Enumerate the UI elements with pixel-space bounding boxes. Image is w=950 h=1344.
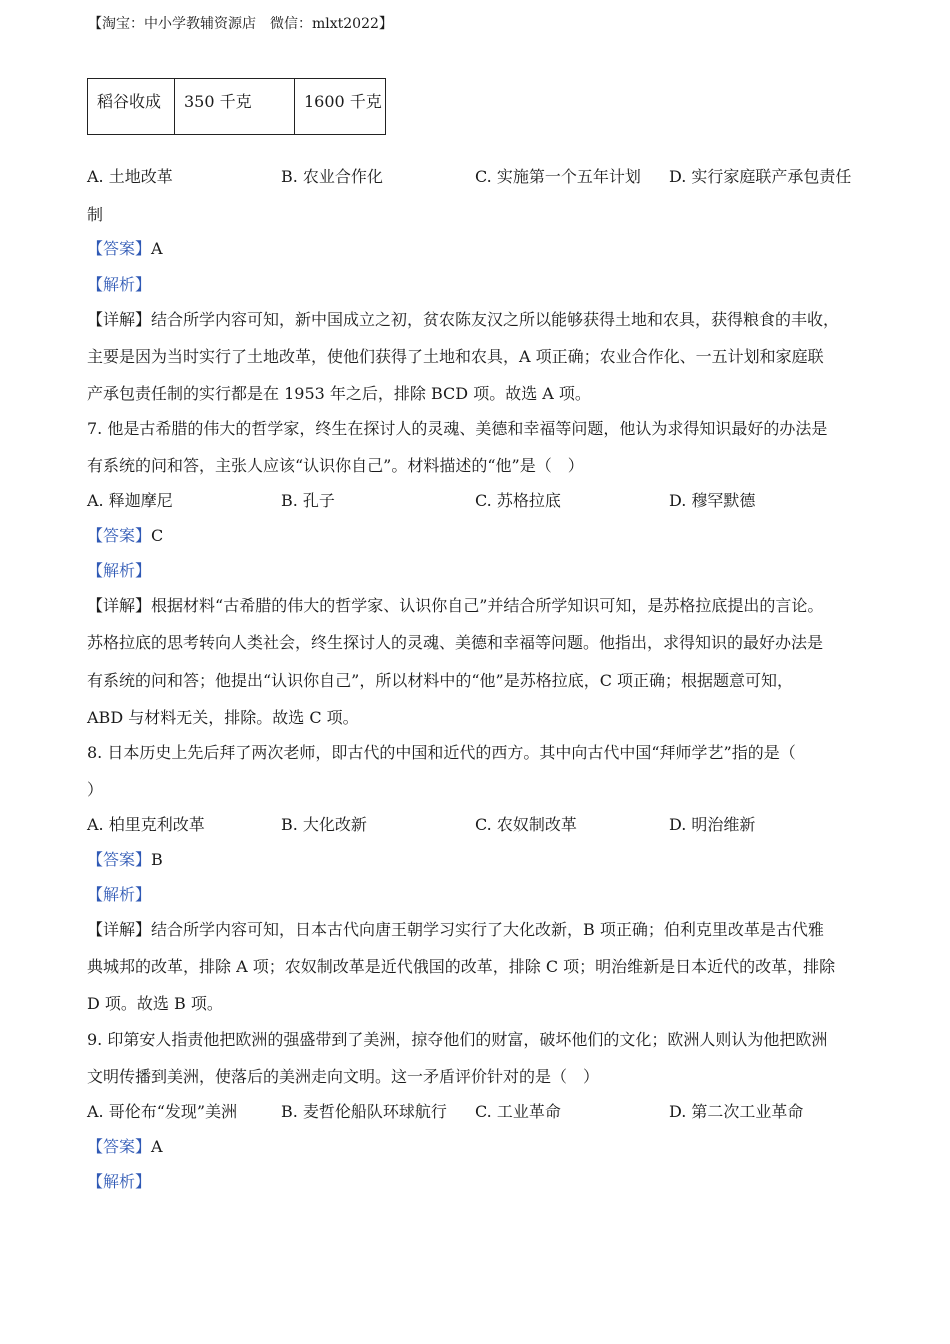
q9-stem: 文明传播到美洲，使落后的美洲走向文明。这一矛盾评价针对的是（ ） <box>87 1067 600 1086</box>
q7-explain-line: 苏格拉底的思考转向人类社会，终生探讨人的灵魂、美德和幸福等问题。他指出，求得知识的最好办法是 <box>87 633 824 652</box>
q9-answer <box>87 1134 163 1157</box>
q7-option-b: B. 孔子 <box>281 491 335 510</box>
q7-analysis-label: 【解析】 <box>87 561 152 580</box>
q9-analysis-label: 【解析】 <box>87 1172 152 1191</box>
answer-value: B <box>151 850 163 869</box>
q7-stem: 7. 他是古希腊的伟大的哲学家，终生在探讨人的灵魂、美德和幸福等问题，他认为求得知识最好的办法是 <box>87 419 828 438</box>
q6-explain-line <box>87 307 839 330</box>
q8-explain-line <box>87 917 824 940</box>
answer-value: A <box>151 1137 163 1156</box>
q8-stem: ） <box>87 780 104 799</box>
q7-option-d: D. 穆罕默德 <box>669 491 756 510</box>
q6-option-d: D. 实行家庭联产承包责任 <box>669 167 852 186</box>
harvest-table <box>87 78 386 135</box>
q6-explain-line: 产承包责任制的实行都是在 1953 年之后，排除 BCD 项。故选 A 项。 <box>87 384 591 403</box>
q7-option-c: C. 苏格拉底 <box>475 491 561 510</box>
q9-option-b: B. 麦哲伦船队环球航行 <box>281 1102 447 1121</box>
q7-explain-line: ABD 与材料无关，排除。故选 C 项。 <box>87 708 359 727</box>
answer-value: A <box>151 239 163 258</box>
q6-option-a: A. 土地改革 <box>87 167 173 186</box>
q7-answer <box>87 523 163 546</box>
q8-explain-line: D 项。故选 B 项。 <box>87 994 223 1013</box>
page-header: 【淘宝：中小学教辅资源店 微信：mlxt2022】 <box>88 16 393 32</box>
q9-option-a: A. 哥伦布“发现”美洲 <box>87 1102 238 1121</box>
answer-label: 【答案】 <box>87 1137 152 1156</box>
q8-explain-line: 典城邦的改革，排除 A 项；农奴制改革是近代俄国的改革，排除 C 项；明治维新是日本近代的改革，排除 <box>87 957 836 976</box>
q7-explain-line <box>87 593 823 616</box>
explain-text: 根据材料“古希腊的伟大的哲学家、认识你自己”并结合所学知识可知，是苏格拉底提出的言论。 <box>151 596 824 615</box>
detail-label: 【详解】 <box>87 310 152 329</box>
q8-answer <box>87 847 163 870</box>
table-cell: 350 千克 <box>175 79 295 135</box>
table-cell: 1600 千克 <box>295 79 386 135</box>
q9-option-d: D. 第二次工业革命 <box>669 1102 804 1121</box>
answer-value: C <box>151 526 164 545</box>
table-cell: 稻谷收成 <box>88 79 175 135</box>
q6-option-c: C. 实施第一个五年计划 <box>475 167 641 186</box>
q6-explain-line: 主要是因为当时实行了土地改革，使他们获得了土地和农具，A 项正确；农业合作化、一五计划和家庭联 <box>87 347 824 366</box>
explain-text: 结合所学内容可知，日本古代向唐王朝学习实行了大化改新，B 项正确；伯利克里改革是古代雅 <box>151 920 824 939</box>
q6-answer <box>87 236 163 259</box>
q7-option-a: A. 释迦摩尼 <box>87 491 173 510</box>
q8-option-c: C. 农奴制改革 <box>475 815 577 834</box>
explain-text: 结合所学内容可知，新中国成立之初，贫农陈友汉之所以能够获得土地和农具，获得粮食的丰收， <box>151 310 840 329</box>
table-row <box>88 79 386 135</box>
q8-analysis-label: 【解析】 <box>87 885 152 904</box>
q8-option-b: B. 大化改新 <box>281 815 367 834</box>
detail-label: 【详解】 <box>87 920 152 939</box>
q8-option-a: A. 柏里克利改革 <box>87 815 205 834</box>
q7-stem: 有系统的问和答，主张人应该“认识你自己”。材料描述的“他”是（ ） <box>87 456 584 475</box>
q6-analysis-label: 【解析】 <box>87 275 152 294</box>
q6-option-b: B. 农业合作化 <box>281 167 383 186</box>
detail-label: 【详解】 <box>87 596 152 615</box>
q8-stem: 8. 日本历史上先后拜了两次老师，即古代的中国和近代的西方。其中向古代中国“拜师学艺”指的是（ <box>87 743 796 762</box>
q8-option-d: D. 明治维新 <box>669 815 756 834</box>
answer-label: 【答案】 <box>87 526 152 545</box>
q6-option-wrap: 制 <box>87 205 104 224</box>
answer-label: 【答案】 <box>87 239 152 258</box>
answer-label: 【答案】 <box>87 850 152 869</box>
q9-option-c: C. 工业革命 <box>475 1102 561 1121</box>
q9-stem: 9. 印第安人指责他把欧洲的强盛带到了美洲，掠夺他们的财富，破坏他们的文化；欧洲人则认为他把欧洲 <box>87 1030 828 1049</box>
q7-explain-line: 有系统的问和答；他提出“认识你自己”，所以材料中的“他”是苏格拉底，C 项正确；根据题意可知， <box>87 671 794 690</box>
